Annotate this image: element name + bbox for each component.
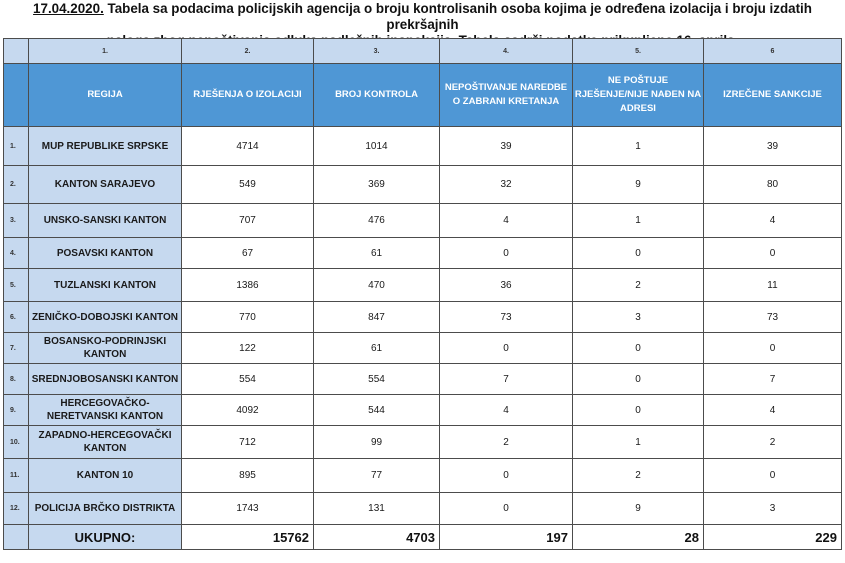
region-cell: ZAPADNO-HERCEGOVAČKI KANTON [29,426,182,459]
row-index: 12. [4,493,29,525]
column-number-cell: 3. [314,39,440,64]
column-number-cell: 2. [182,39,314,64]
sankcije-cell: 73 [704,302,842,333]
kretanje-cell: 4 [440,395,573,426]
kontrola-cell: 131 [314,493,440,525]
izolacija-cell: 712 [182,426,314,459]
data-table [3,38,842,550]
total-label: UKUPNO: [29,525,182,550]
kontrola-cell: 99 [314,426,440,459]
table-row [4,127,842,166]
row-index: 10. [4,426,29,459]
kretanje-cell: 0 [440,333,573,364]
kretanje-cell: 73 [440,302,573,333]
region-cell: HERCEGOVAČKO-NERETVANSKI KANTON [29,395,182,426]
total-adresa-cell: 28 [573,525,704,550]
kretanje-cell: 32 [440,166,573,204]
kontrola-cell: 476 [314,204,440,238]
table-row [4,426,842,459]
row-index: 2. [4,166,29,204]
kretanje-cell: 0 [440,493,573,525]
header-cell-regija: REGIJA [29,64,182,127]
sankcije-cell: 11 [704,269,842,302]
izolacija-cell: 554 [182,364,314,395]
total-izolacija-cell: 15762 [182,525,314,550]
kretanje-cell: 36 [440,269,573,302]
table-row [4,302,842,333]
total-kontrola-cell: 4703 [314,525,440,550]
kontrola-cell: 554 [314,364,440,395]
adresa-cell: 1 [573,204,704,238]
total-sankcije-cell: 229 [704,525,842,550]
izolacija-cell: 4092 [182,395,314,426]
kretanje-cell: 39 [440,127,573,166]
kretanje-cell: 7 [440,364,573,395]
row-index: 1. [4,127,29,166]
sankcije-cell: 2 [704,426,842,459]
izolacija-cell: 549 [182,166,314,204]
column-number-cell: 5. [573,39,704,64]
region-cell: SREDNJOBOSANSKI KANTON [29,364,182,395]
sankcije-cell: 80 [704,166,842,204]
kontrola-cell: 61 [314,333,440,364]
region-cell: POSAVSKI KANTON [29,238,182,269]
kontrola-cell: 470 [314,269,440,302]
adresa-cell: 0 [573,364,704,395]
header-cell-sankcije: IZREČENE SANKCIJE [704,64,842,127]
row-index: 7. [4,333,29,364]
izolacija-cell: 707 [182,204,314,238]
region-cell: KANTON 10 [29,459,182,493]
region-cell: KANTON SARAJEVO [29,166,182,204]
kontrola-cell: 61 [314,238,440,269]
total-kretanje-cell: 197 [440,525,573,550]
region-cell: POLICIJA BRČKO DISTRIKTA [29,493,182,525]
region-cell: MUP REPUBLIKE SRPSKE [29,127,182,166]
adresa-cell: 3 [573,302,704,333]
adresa-cell: 1 [573,127,704,166]
title-line-1 [0,1,845,33]
title-line-1-text: Tabela sa podacima policijskih agencija o broju kontrolisanih osoba kojima je određena izolacija i broju izdatih prekršajnih [103,1,812,32]
adresa-cell: 0 [573,238,704,269]
header-cell-izolacija: RJEŠENJA O IZOLACIJI [182,64,314,127]
column-number-cell: 1. [29,39,182,64]
row-index: 5. [4,269,29,302]
kontrola-cell: 77 [314,459,440,493]
title-date: 17.04.2020. [33,1,104,16]
sankcije-cell: 0 [704,459,842,493]
table-row [4,204,842,238]
adresa-cell: 2 [573,269,704,302]
row-index: 3. [4,204,29,238]
kontrola-cell: 847 [314,302,440,333]
table-row [4,395,842,426]
header-cell-kontrola: BROJ KONTROLA [314,64,440,127]
adresa-cell: 9 [573,493,704,525]
izolacija-cell: 67 [182,238,314,269]
kretanje-cell: 2 [440,426,573,459]
row-index: 4. [4,238,29,269]
izolacija-cell: 1386 [182,269,314,302]
table-row [4,238,842,269]
adresa-cell: 0 [573,333,704,364]
table-row [4,364,842,395]
header-cell-kretanje: NEPOŠTIVANJE NAREDBE O ZABRANI KRETANJA [440,64,573,127]
header-cell-adresa: NE POŠTUJE RJEŠENJE/NIJE NAĐEN NA ADRESI [573,64,704,127]
column-number-cell: 6 [704,39,842,64]
sankcije-cell: 7 [704,364,842,395]
sankcije-cell: 4 [704,204,842,238]
sankcije-cell: 39 [704,127,842,166]
region-cell: TUZLANSKI KANTON [29,269,182,302]
kontrola-cell: 544 [314,395,440,426]
column-number-cell [4,39,29,64]
row-index: 9. [4,395,29,426]
table-row [4,459,842,493]
total-index-cell [4,525,29,550]
adresa-cell: 2 [573,459,704,493]
region-cell: ZENIČKO-DOBOJSKI KANTON [29,302,182,333]
total-row [4,525,842,550]
adresa-cell: 9 [573,166,704,204]
table-row [4,269,842,302]
column-number-cell: 4. [440,39,573,64]
region-cell: UNSKO-SANSKI KANTON [29,204,182,238]
kontrola-cell: 369 [314,166,440,204]
kontrola-cell: 1014 [314,127,440,166]
kretanje-cell: 0 [440,459,573,493]
table-row [4,333,842,364]
sankcije-cell: 4 [704,395,842,426]
region-cell: BOSANSKO-PODRINJSKI KANTON [29,333,182,364]
row-index: 6. [4,302,29,333]
izolacija-cell: 4714 [182,127,314,166]
kretanje-cell: 4 [440,204,573,238]
izolacija-cell: 122 [182,333,314,364]
sankcije-cell: 0 [704,333,842,364]
table-row [4,166,842,204]
kretanje-cell: 0 [440,238,573,269]
izolacija-cell: 770 [182,302,314,333]
header-row [4,64,842,127]
adresa-cell: 1 [573,426,704,459]
adresa-cell: 0 [573,395,704,426]
izolacija-cell: 895 [182,459,314,493]
izolacija-cell: 1743 [182,493,314,525]
header-cell [4,64,29,127]
table-row [4,493,842,525]
sankcije-cell: 3 [704,493,842,525]
column-number-row [4,39,842,64]
row-index: 11. [4,459,29,493]
row-index: 8. [4,364,29,395]
sankcije-cell: 0 [704,238,842,269]
